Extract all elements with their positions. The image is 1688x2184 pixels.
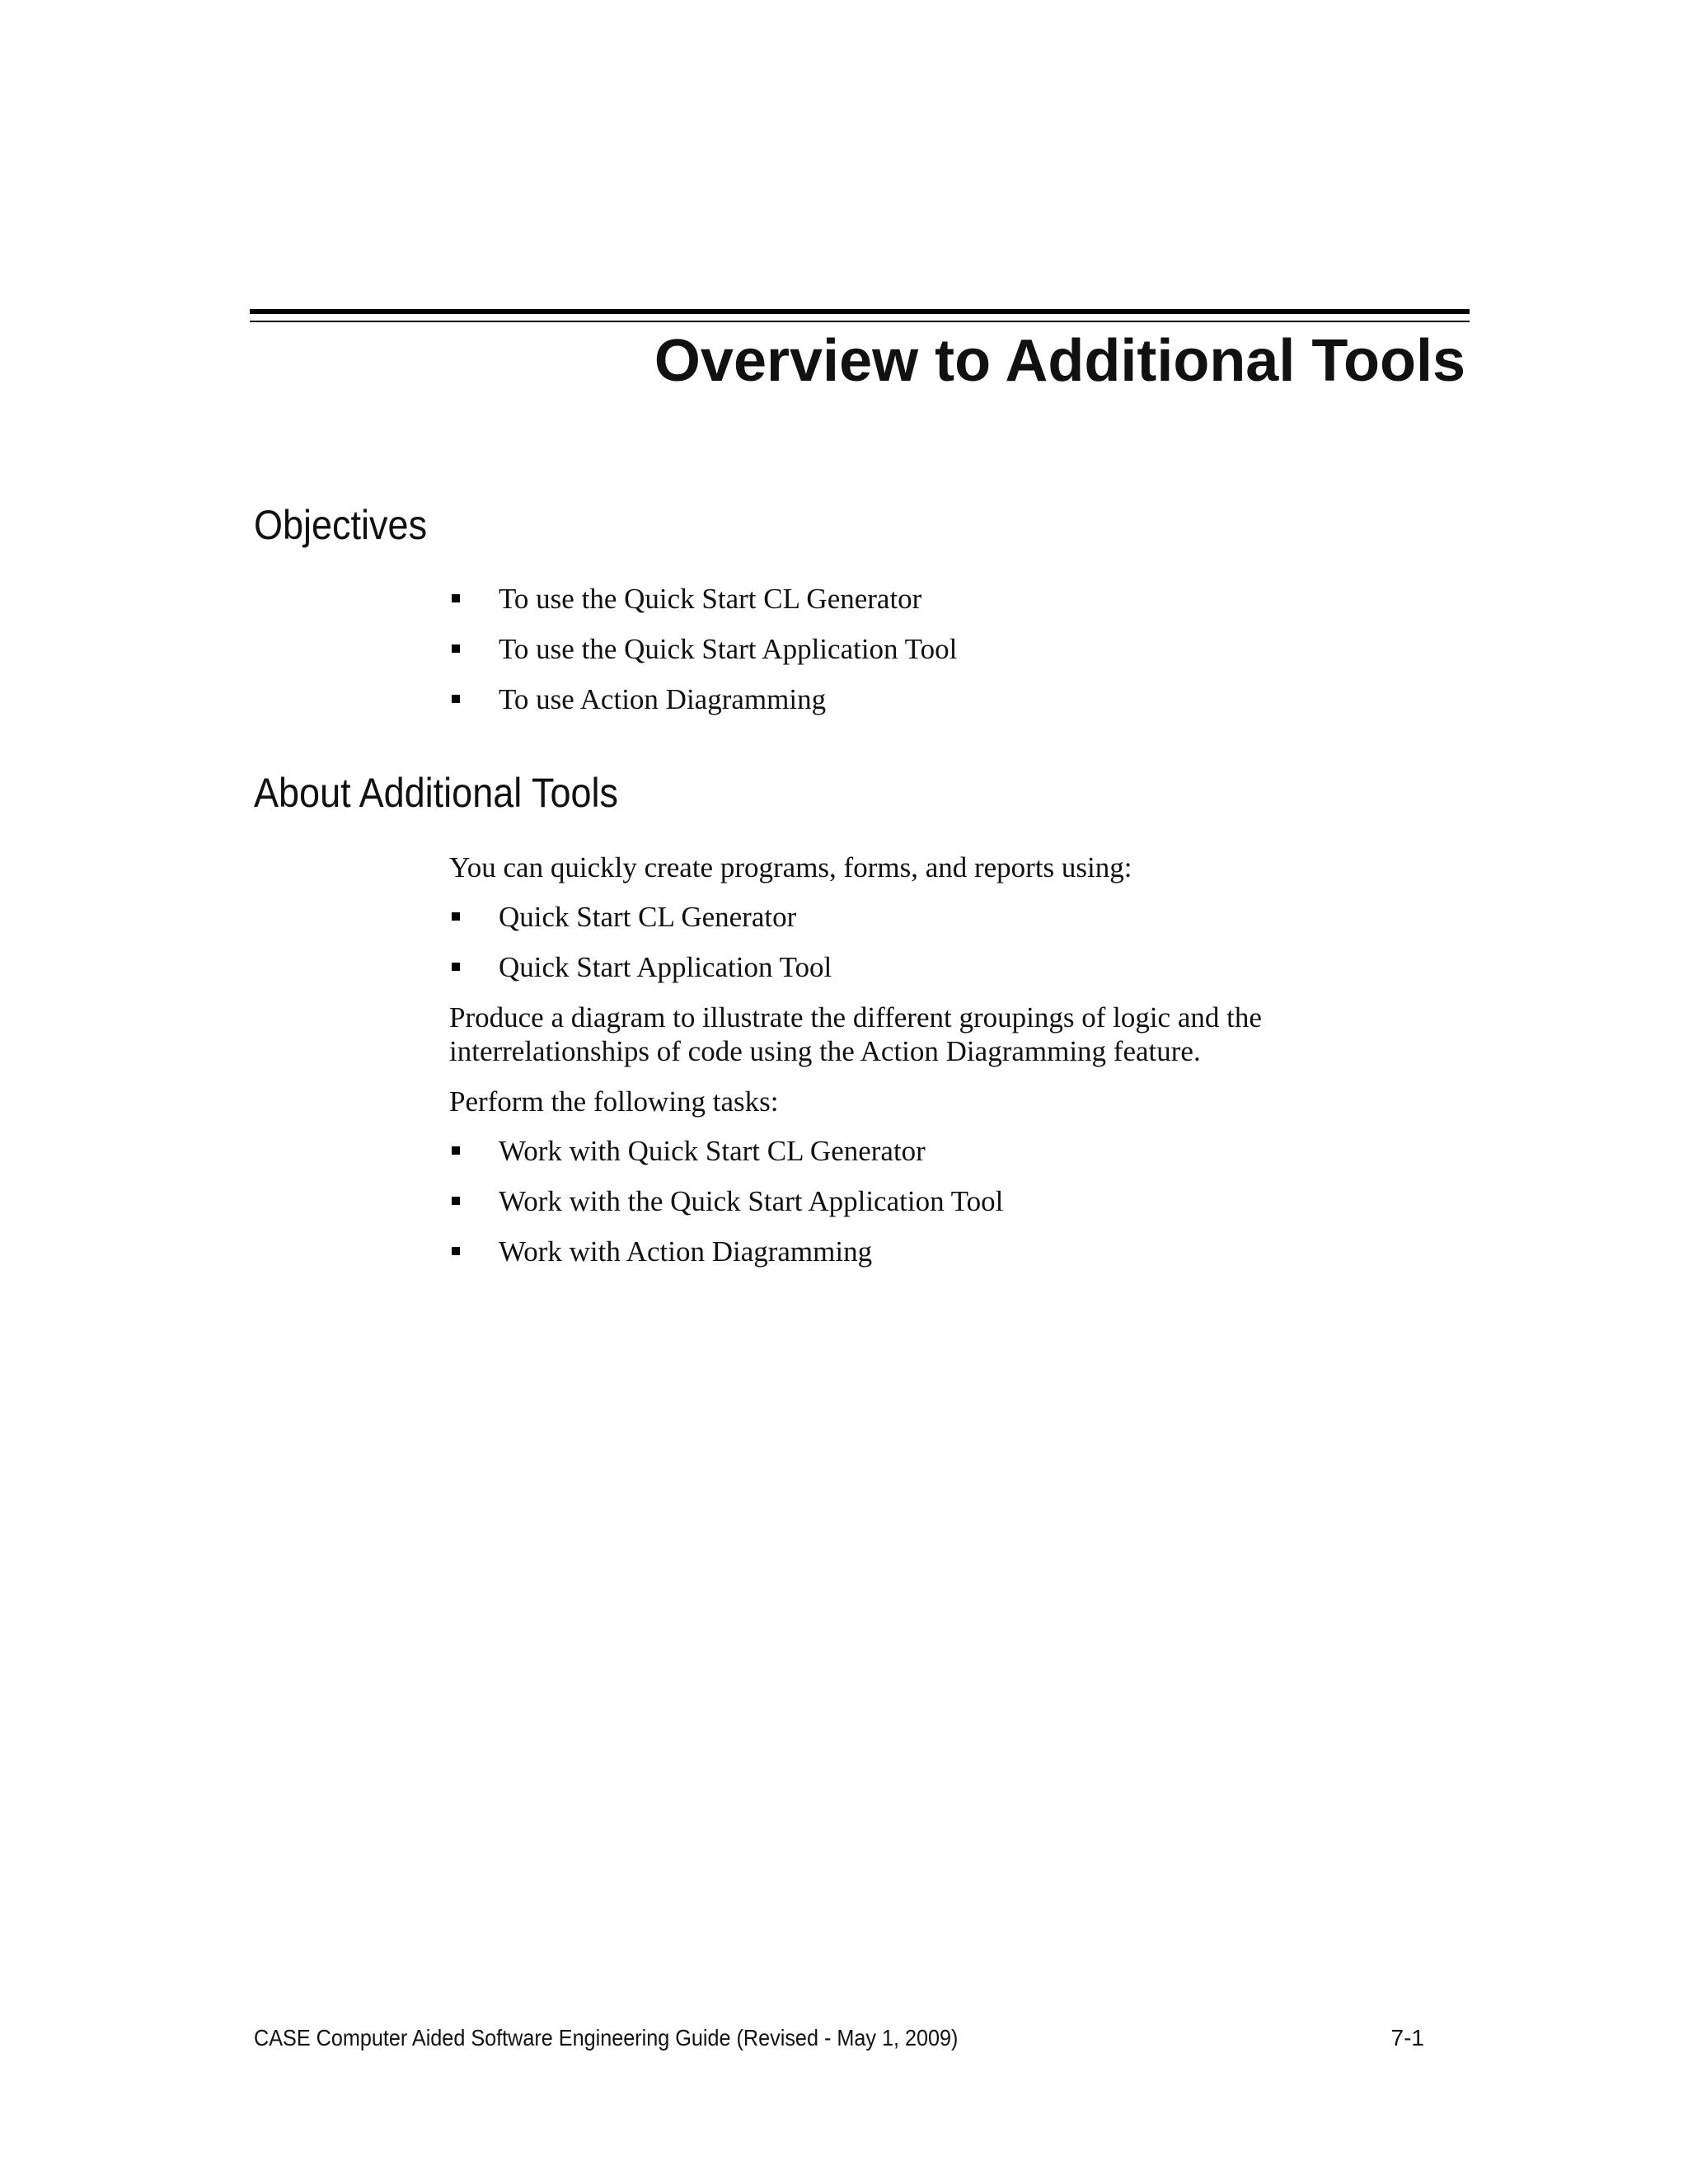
diagram-line-1: Produce a diagram to illustrate the different groupings of logic and the bbox=[449, 1001, 1262, 1033]
tasks-intro-paragraph: Perform the following tasks: bbox=[449, 1085, 779, 1118]
task-text: Work with Quick Start CL Generator bbox=[499, 1135, 926, 1167]
square-bullet-icon bbox=[452, 644, 460, 653]
task-text: Work with the Quick Start Application Tool bbox=[499, 1185, 1004, 1217]
footer-page-number: 7-1 bbox=[1390, 2025, 1424, 2050]
task-text: Work with Action Diagramming bbox=[499, 1235, 873, 1268]
footer-guide-title: CASE Computer Aided Software Engineering Guide (Revised - May 1, 2009) bbox=[254, 2025, 959, 2050]
square-bullet-icon bbox=[452, 695, 460, 703]
square-bullet-icon bbox=[452, 912, 460, 921]
objective-text: To use the Quick Start CL Generator bbox=[499, 583, 922, 615]
objectives-heading: Objectives bbox=[254, 502, 428, 548]
square-bullet-icon bbox=[452, 1197, 460, 1205]
square-bullet-icon bbox=[452, 594, 460, 602]
intro-paragraph: You can quickly create programs, forms, and reports using: bbox=[449, 851, 1132, 883]
header-rule-thick bbox=[250, 309, 1470, 314]
tool-text: Quick Start CL Generator bbox=[499, 901, 797, 933]
square-bullet-icon bbox=[452, 963, 460, 971]
about-heading: About Additional Tools bbox=[254, 770, 619, 816]
objective-text: To use the Quick Start Application Tool bbox=[499, 633, 958, 665]
diagram-line-2: interrelationships of code using the Action Diagramming feature. bbox=[449, 1035, 1201, 1067]
tool-text: Quick Start Application Tool bbox=[499, 951, 832, 983]
square-bullet-icon bbox=[452, 1247, 460, 1255]
chapter-title: Overview to Additional Tools bbox=[654, 328, 1465, 394]
square-bullet-icon bbox=[452, 1146, 460, 1155]
diagram-paragraph bbox=[449, 1001, 1262, 1068]
objective-text: To use Action Diagramming bbox=[499, 683, 827, 715]
